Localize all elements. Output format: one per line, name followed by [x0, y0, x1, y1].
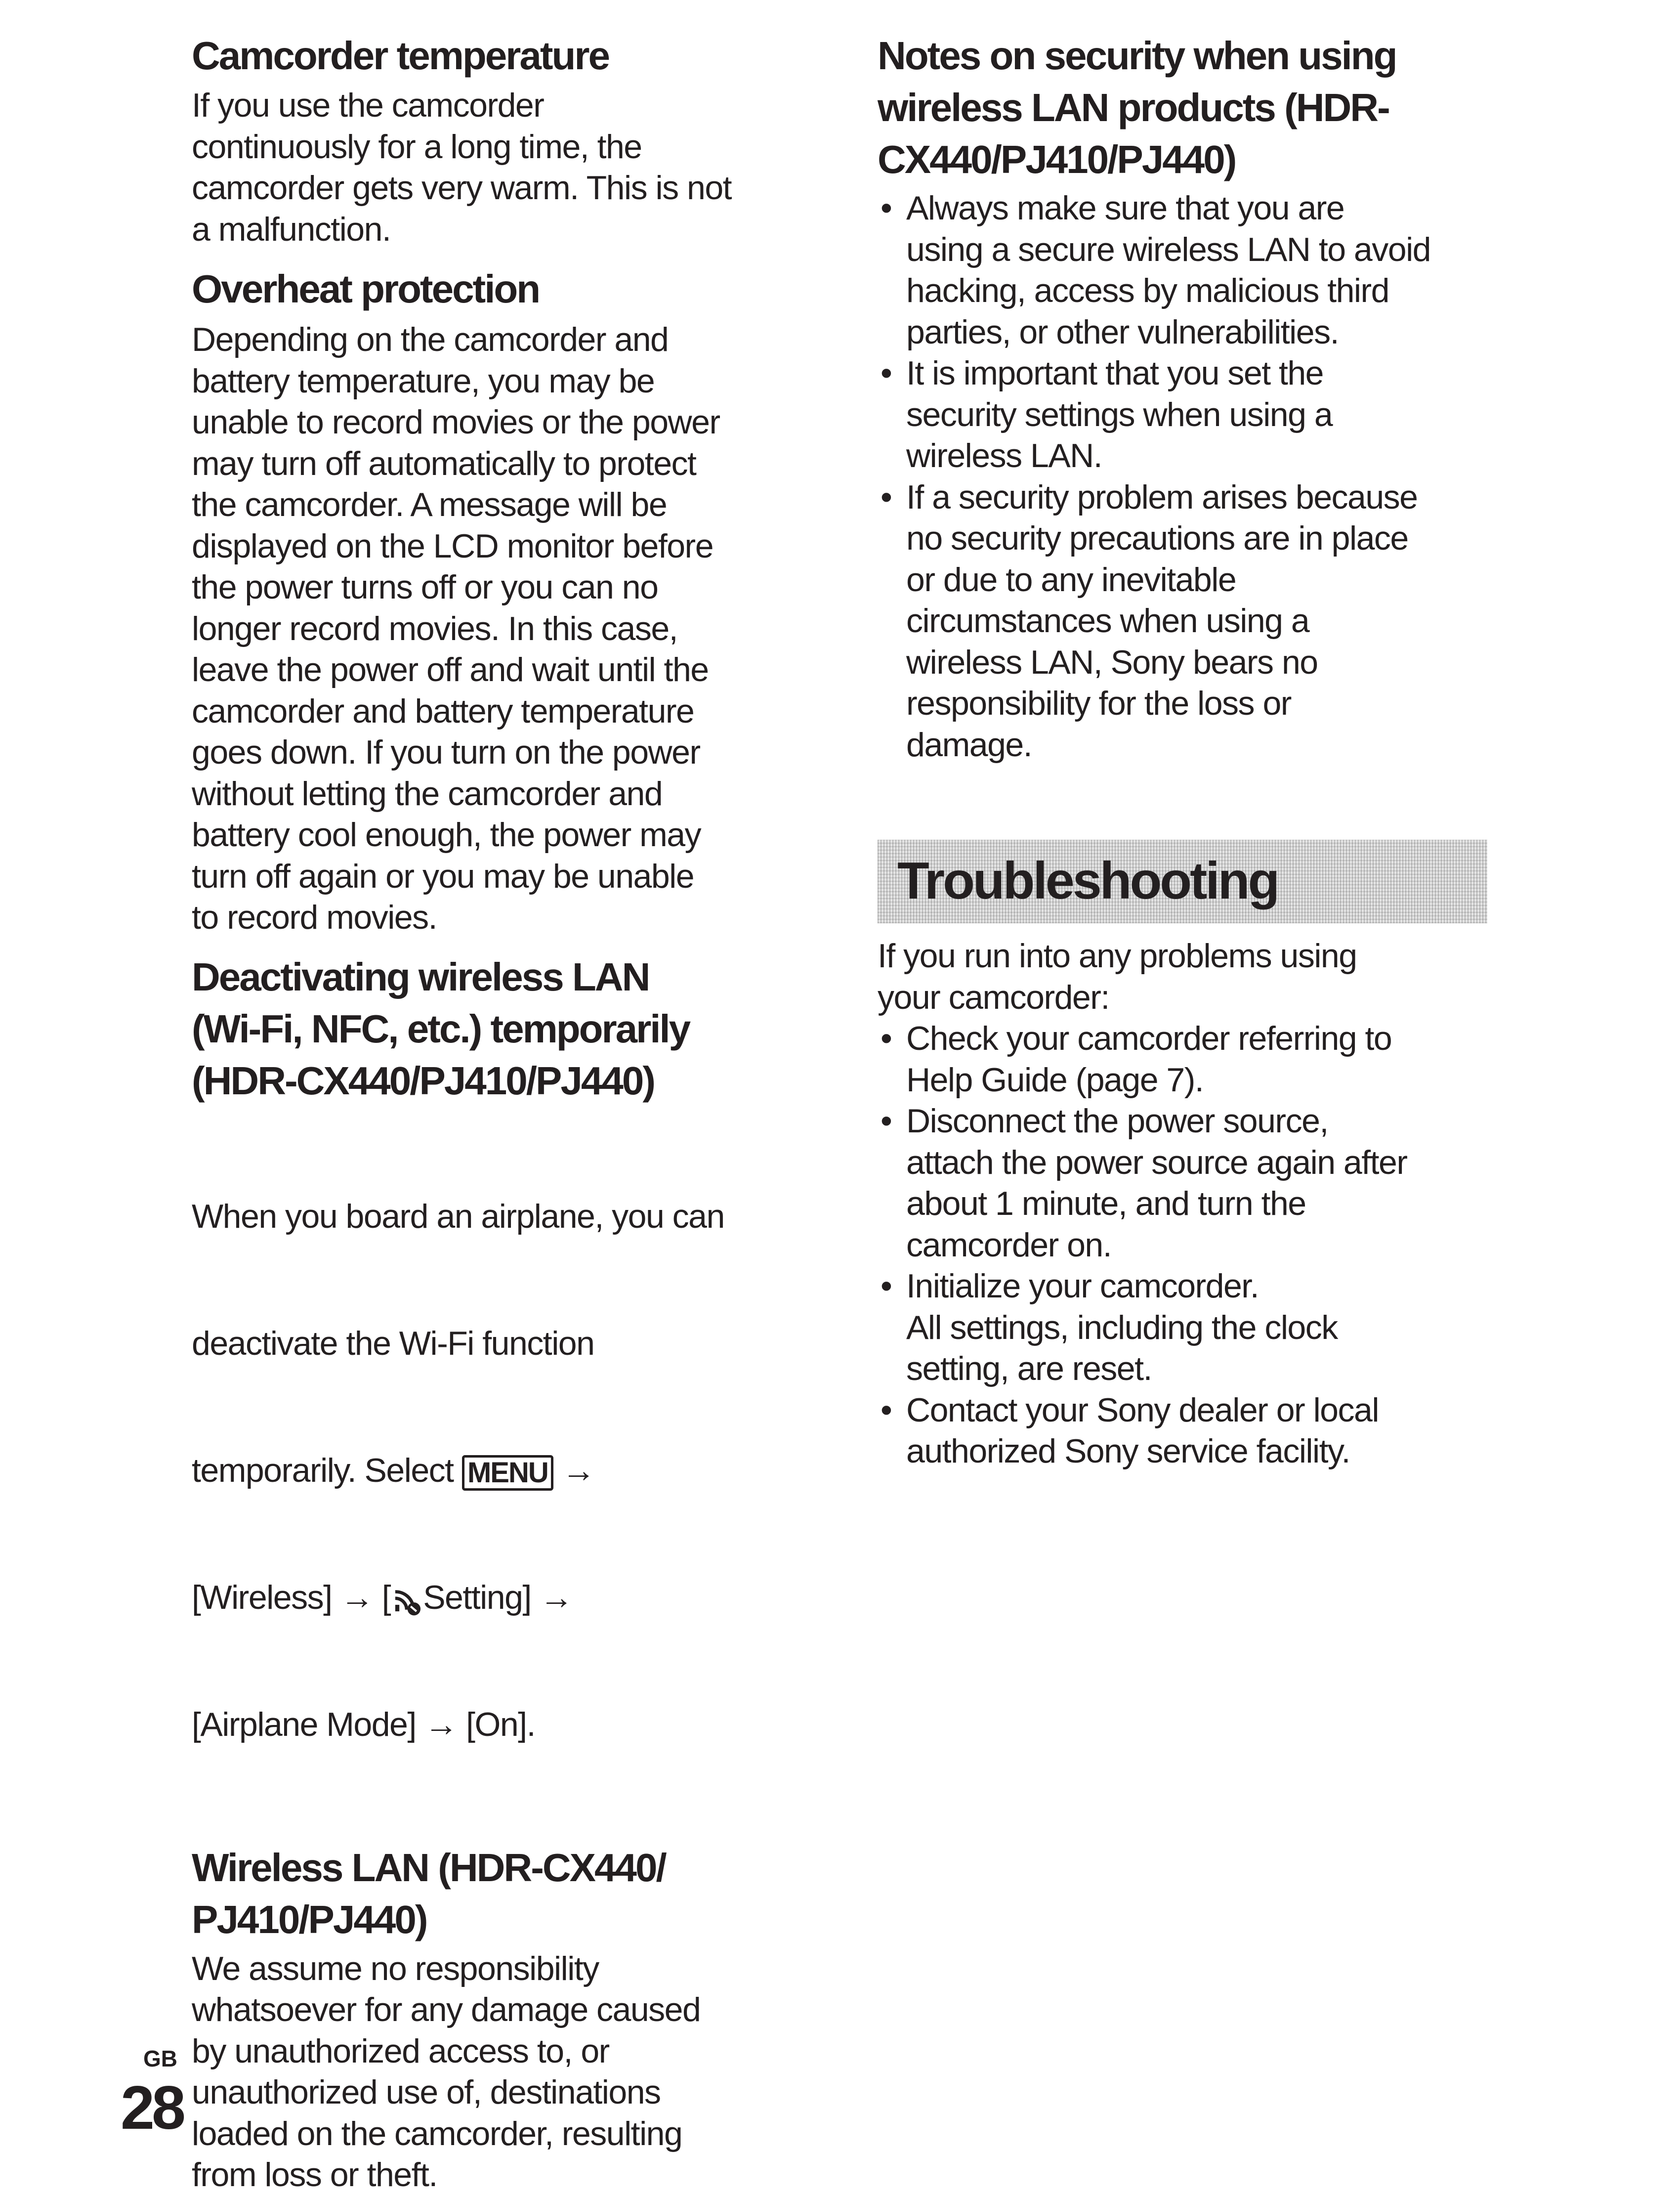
- paragraph-deactivating-wireless: [192, 1112, 869, 1829]
- paragraph-wireless-lan: We assume no responsibility whatsoever for any damage caused by unauthorized access to, or unauthorized use of, destinations loaded on the camcorder, resulting from loss or theft.: [192, 1949, 701, 2194]
- list-item: [878, 1101, 1638, 1266]
- text-line: [192, 1448, 869, 1493]
- list-item-text: Contact your Sony dealer or local authorized Sony service facility.: [906, 1391, 1379, 1470]
- troubleshooting-intro: If you run into any problems using your camcorder:: [878, 937, 1357, 1016]
- heading-wireless-lan: Wireless LAN (HDR-CX440/ PJ410/PJ440): [192, 1845, 666, 1941]
- left-column: [192, 30, 869, 2196]
- region-label: GB: [143, 2046, 177, 2071]
- text: [Wireless]: [192, 1578, 332, 1616]
- list-item-text: Always make sure that you are using a secure wireless LAN to avoid hacking, access by malicious third parties, or other vulnerabilities.: [906, 189, 1430, 351]
- text: [On].: [466, 1705, 535, 1743]
- right-column: [878, 30, 1638, 1472]
- paragraph-overheat-protection: Depending on the camcorder and battery temperature, you may be unable to record movies or the power may turn off automatically to protect the camcorder. A message will be displayed on the LCD monitor before the power turns off or you can no longer record movies. In this case, leave the power off and wait until the camcorder and battery temperature goes down. If you turn on the power without letting the camcorder and battery cool enough, the power may turn off again or you may be unable to record movies.: [192, 321, 720, 936]
- troubleshooting-bullet-list: [878, 1018, 1638, 1472]
- list-item-text: It is important that you set the security settings when using a wireless LAN.: [906, 354, 1333, 474]
- list-item: [878, 1266, 1638, 1390]
- text: Setting]: [423, 1578, 531, 1616]
- security-bullet-list: [878, 188, 1638, 766]
- arrow-icon: →: [340, 1578, 374, 1616]
- arrow-icon: →: [562, 1451, 595, 1489]
- arrow-icon: →: [424, 1705, 458, 1743]
- text: temporarily. Select: [192, 1451, 462, 1489]
- menu-key: MENU: [462, 1455, 553, 1491]
- text-line: When you board an airplane, you can: [192, 1197, 724, 1235]
- text: [: [381, 1578, 391, 1616]
- bullet-icon: •: [881, 478, 892, 516]
- list-item: [878, 1018, 1638, 1101]
- text: [Airplane Mode]: [192, 1705, 416, 1743]
- page-number: 28: [121, 2074, 183, 2142]
- arrow-icon: →: [540, 1578, 573, 1616]
- heading-camcorder-temperature: Camcorder temperature: [192, 34, 609, 78]
- text-line: [192, 1575, 869, 1620]
- text-line: [192, 1702, 869, 1747]
- bullet-icon: •: [881, 1267, 892, 1305]
- heading-overheat-protection: Overheat protection: [192, 267, 540, 311]
- heading-deactivating-wireless: Deactivating wireless LAN (Wi-Fi, NFC, etc.) temporarily (HDR-CX440/PJ410/PJ440): [192, 954, 690, 1103]
- heading-security-notes: Notes on security when using wireless LAN products (HDR- CX440/PJ410/PJ440): [878, 34, 1396, 181]
- wifi-setting-icon: [390, 1584, 423, 1616]
- bullet-icon: •: [881, 189, 892, 227]
- list-item: [878, 1390, 1638, 1472]
- list-item-text: Check your camcorder referring to Help Guide (page 7).: [906, 1020, 1392, 1099]
- paragraph-camcorder-temperature: If you use the camcorder continuously for a long time, the camcorder gets very warm. This is not a malfunction.: [192, 86, 732, 248]
- troubleshooting-banner: [878, 840, 1487, 923]
- bullet-icon: •: [881, 1020, 892, 1057]
- list-item-text: Initialize your camcorder. All settings, including the clock setting, are reset.: [906, 1267, 1338, 1387]
- list-item: [878, 477, 1638, 766]
- bullet-icon: •: [881, 354, 892, 392]
- bullet-icon: •: [881, 1102, 892, 1140]
- list-item: [878, 188, 1638, 353]
- bullet-icon: •: [881, 1391, 892, 1429]
- text-line: deactivate the Wi-Fi function: [192, 1324, 594, 1362]
- list-item-text: Disconnect the power source, attach the power source again after about 1 minute, and turn the camcorder on.: [906, 1102, 1407, 1264]
- list-item: [878, 353, 1638, 477]
- troubleshooting-title: Troubleshooting: [897, 852, 1278, 910]
- list-item-text: If a security problem arises because no security precautions are in place or due to any inevitable circumstances when using a wireless LAN, Sony bears no responsibility for the loss or damage.: [906, 478, 1418, 764]
